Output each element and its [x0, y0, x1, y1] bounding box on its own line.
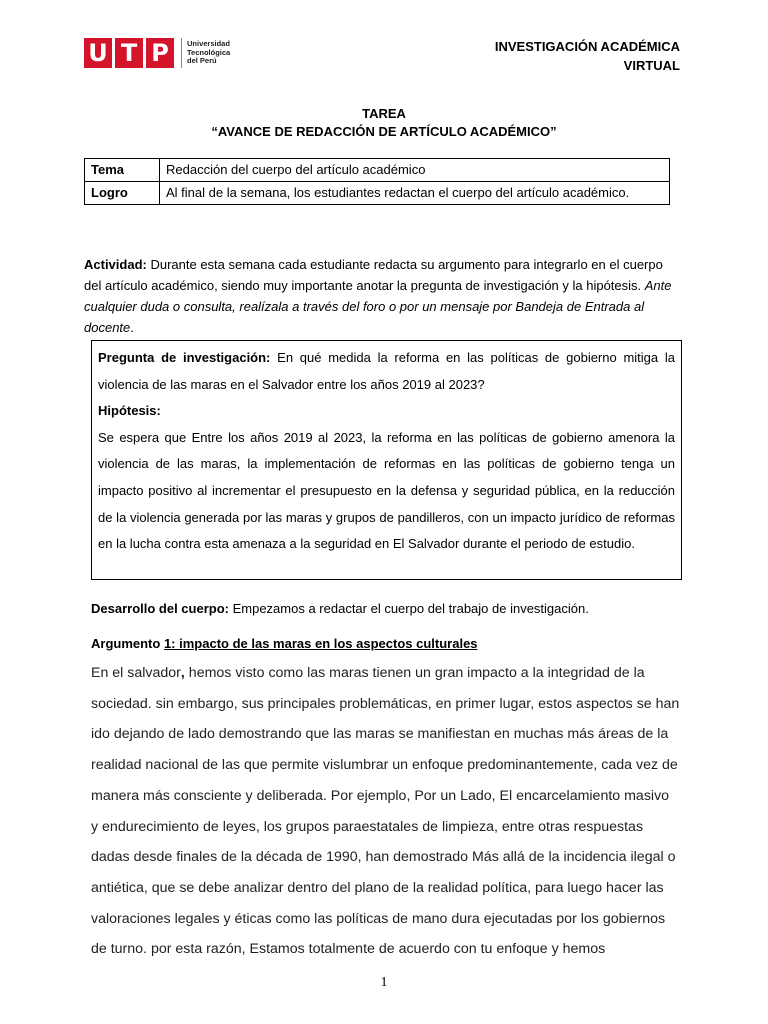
table-value-tema: Redacción del cuerpo del artículo académico	[160, 159, 670, 182]
activity-end: .	[130, 320, 134, 335]
development-label: Desarrollo del cuerpo:	[91, 601, 229, 616]
logo-letter-t: T	[115, 38, 143, 68]
question-label: Pregunta de investigación:	[98, 350, 271, 365]
logo-text-line-3: del Perú	[187, 56, 217, 66]
activity-italic-note: Ante cualquier duda o consulta, realízala a través del foro o por un mensaje por Bandeja de Entrada al docente	[84, 278, 672, 335]
header-title-line-1: INVESTIGACIÓN ACADÉMICA	[494, 39, 680, 54]
argument-body-comma: ,	[180, 665, 185, 681]
argument-label: Argumento	[91, 636, 164, 651]
table-label-tema: Tema	[85, 159, 160, 182]
question-text: En qué medida la reforma en las políticas de gobierno mitiga la violencia de las maras en el Salvador entre los años 2019 al 2023?	[98, 350, 675, 392]
table-row	[85, 159, 670, 182]
logo-letter-p: P	[146, 38, 174, 68]
research-box	[91, 340, 682, 580]
argument-heading	[91, 636, 478, 651]
table-row	[85, 182, 670, 205]
logo-letter-u: U	[84, 38, 112, 68]
utp-logo	[84, 38, 247, 68]
argument-title: 1: impacto de las maras en los aspectos culturales	[163, 636, 478, 651]
hypothesis-text: Se espera que Entre los años 2019 al 2023, la reforma en las políticas de gobierno amenora la violencia de las maras, la implementación de reformas en las políticas de gobierno tenga un impacto positivo al incrementar el presupuesto en la defensa y seguridad pública, en la reducción de la violencia generada por las maras y grupos de pandilleros, con un impacto jurídico de reformas en la lucha contra esta amenaza a la seguridad en El Salvador durante el periodo de estudio.	[98, 429, 675, 552]
activity-text: Durante esta semana cada estudiante redacta su argumento para integrarlo en el cuerpo del artículo académico, siendo muy importante anotar la pregunta de investigación y la hipótesis.	[84, 257, 663, 293]
document-title: TAREA	[362, 106, 406, 121]
development-paragraph	[91, 601, 589, 616]
logo-text-line-1: Universidad	[187, 39, 230, 49]
hypothesis-label: Hipótesis:	[98, 403, 161, 419]
logo-text-line-2: Tecnológica	[187, 47, 231, 57]
logo-text	[187, 40, 247, 66]
table-value-logro: Al final de la semana, los estudiantes redactan el cuerpo del artículo académico.	[160, 182, 670, 205]
argument-body-start: En el salvador	[91, 665, 181, 681]
research-question	[98, 345, 675, 398]
logo-divider	[181, 38, 182, 68]
table-label-logro: Logro	[85, 182, 160, 205]
header-title-line-2: VIRTUAL	[623, 58, 680, 73]
document-subtitle: “AVANCE DE REDACCIÓN DE ARTÍCULO ACADÉMICO”	[211, 124, 557, 139]
header-title	[495, 37, 680, 75]
argument-body-text: hemos visto como las maras tienen un gran impacto a la integridad de la sociedad. sin embargo, sus principales problemáticas, en primer lugar, estos aspectos se han ido dejando de lado demostrando que las maras se manifiestan en muchas más áreas de la realidad nacional de las que permite vislumbrar un enfoque predominantemente, cada vez de manera más consciente y deliberada. Por ejemplo, Por un Lado, El encarcelamiento masivo y endurecimiento de leyes, los grupos paraestatales de limpieza, entre otras respuestas dadas desde finales de la década de 1990, han demostrado Más allá de la incidencia ilegal o antiética, que se debe analizar dentro del plano de la realidad política, para luego hacer las valoraciones legales y éticas como las políticas de mano dura ejecutadas por los gobiernos de turno. por esta razón, Estamos totalmente de acuerdo con tu enfoque y hemos	[91, 665, 680, 958]
development-text: Empezamos a redactar el cuerpo del trabajo de investigación.	[228, 601, 589, 616]
activity-label: Actividad:	[84, 257, 147, 272]
info-table	[84, 158, 670, 205]
argument-body	[91, 658, 680, 965]
activity-paragraph	[84, 254, 676, 338]
page-number: 1	[380, 975, 388, 990]
